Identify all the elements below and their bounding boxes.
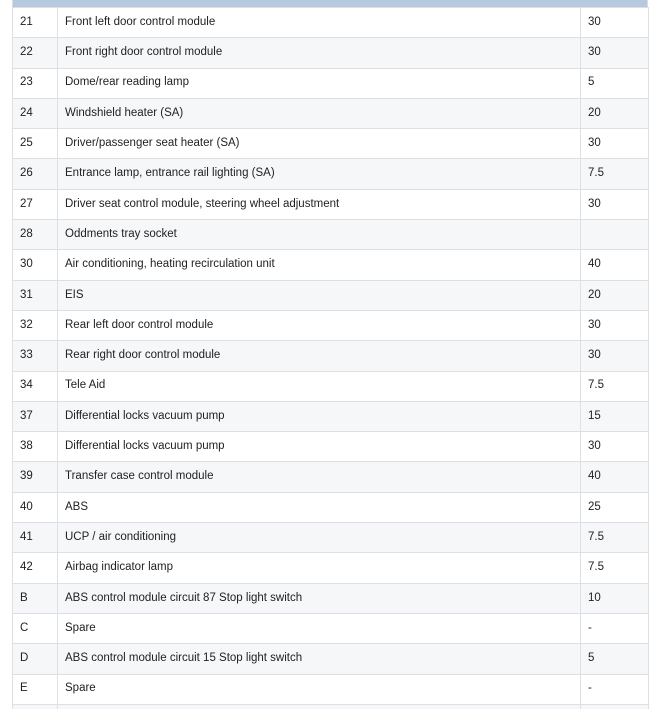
fuse-amperage-cell: 10 xyxy=(581,583,649,613)
fuse-amperage-cell: 30 xyxy=(581,341,649,371)
table-row xyxy=(13,401,649,431)
fuse-function-cell: ABS control module circuit 15 Stop light switch xyxy=(58,644,581,674)
fuse-function-cell: UCP / air conditioning xyxy=(58,523,581,553)
fuse-table-container xyxy=(12,0,648,709)
fuse-number-cell: B xyxy=(13,583,58,613)
table-row xyxy=(13,220,649,250)
fuse-function-cell: Air conditioning, heating recirculation unit xyxy=(58,250,581,280)
fuse-number-cell: 24 xyxy=(13,98,58,128)
table-row xyxy=(13,644,649,674)
fuse-function-cell: Tele Aid xyxy=(58,371,581,401)
fuse-function-cell: Rear left door control module xyxy=(58,310,581,340)
fuse-function-cell: Spare xyxy=(58,674,581,704)
fuse-number-cell: 30 xyxy=(13,250,58,280)
fuse-number-cell: 32 xyxy=(13,310,58,340)
fuse-function-cell: Dome/rear reading lamp xyxy=(58,68,581,98)
fuse-function-cell: Entrance lamp, entrance rail lighting (SA) xyxy=(58,159,581,189)
fuse-number-cell: 42 xyxy=(13,553,58,583)
table-row xyxy=(13,492,649,522)
table-row xyxy=(13,432,649,462)
fuse-amperage-cell xyxy=(581,220,649,250)
fuse-amperage-cell: 20 xyxy=(581,98,649,128)
table-row xyxy=(13,8,649,38)
fuse-number-cell: 39 xyxy=(13,462,58,492)
table-row xyxy=(13,98,649,128)
fuse-number-cell: 40 xyxy=(13,492,58,522)
fuse-amperage-cell: 25 xyxy=(581,492,649,522)
table-row xyxy=(13,583,649,613)
table-row xyxy=(13,674,649,704)
fuse-number-cell: C xyxy=(13,613,58,643)
table-row xyxy=(13,371,649,401)
fuse-amperage-cell: 20 xyxy=(581,280,649,310)
table-row xyxy=(13,38,649,68)
table-row xyxy=(13,250,649,280)
fuse-function-cell: Front left door control module xyxy=(58,8,581,38)
table-row xyxy=(13,553,649,583)
fuse-number-cell: D xyxy=(13,644,58,674)
fuse-amperage-cell: 5 xyxy=(581,68,649,98)
table-row xyxy=(13,68,649,98)
fuse-function-cell: Differential locks vacuum pump xyxy=(58,401,581,431)
fuse-number-cell: 41 xyxy=(13,523,58,553)
fuse-number-cell: 34 xyxy=(13,371,58,401)
fuse-function-cell: ABS xyxy=(58,492,581,522)
table-row xyxy=(13,159,649,189)
fuse-number-cell: 26 xyxy=(13,159,58,189)
fuse-amperage-cell: 30 xyxy=(581,129,649,159)
fuse-number-cell: 33 xyxy=(13,341,58,371)
fuse-amperage-cell: - xyxy=(581,613,649,643)
fuse-number-cell: 27 xyxy=(13,189,58,219)
fuse-amperage-cell: 40 xyxy=(581,250,649,280)
fuse-amperage-cell: 7.5 xyxy=(581,159,649,189)
fuse-table xyxy=(12,7,649,709)
fuse-function-cell: ABS control module circuit 87 Stop light switch xyxy=(58,583,581,613)
fuse-number-cell: 25 xyxy=(13,129,58,159)
fuse-number-cell: 37 xyxy=(13,401,58,431)
table-row xyxy=(13,613,649,643)
fuse-number-cell: E xyxy=(13,674,58,704)
fuse-function-cell xyxy=(58,704,581,709)
fuse-function-cell: Spare xyxy=(58,613,581,643)
table-row xyxy=(13,189,649,219)
fuse-number-cell: 31 xyxy=(13,280,58,310)
table-row xyxy=(13,310,649,340)
table-row xyxy=(13,523,649,553)
fuse-amperage-cell: 40 xyxy=(581,462,649,492)
fuse-function-cell: Driver seat control module, steering wheel adjustment xyxy=(58,189,581,219)
fuse-amperage-cell: 30 xyxy=(581,310,649,340)
fuse-function-cell: Front right door control module xyxy=(58,38,581,68)
fuse-function-cell: Oddments tray socket xyxy=(58,220,581,250)
table-row xyxy=(13,129,649,159)
table-row xyxy=(13,704,649,709)
fuse-function-cell: Driver/passenger seat heater (SA) xyxy=(58,129,581,159)
table-header-strip xyxy=(12,0,648,7)
fuse-amperage-cell: 7.5 xyxy=(581,523,649,553)
fuse-amperage-cell xyxy=(581,704,649,709)
table-row xyxy=(13,280,649,310)
fuse-number-cell: 21 xyxy=(13,8,58,38)
fuse-amperage-cell: 30 xyxy=(581,38,649,68)
fuse-amperage-cell: 7.5 xyxy=(581,371,649,401)
fuse-number-cell: 38 xyxy=(13,432,58,462)
table-row xyxy=(13,462,649,492)
fuse-number-cell: 23 xyxy=(13,68,58,98)
fuse-number-cell: 22 xyxy=(13,38,58,68)
fuse-amperage-cell: - xyxy=(581,674,649,704)
fuse-amperage-cell: 5 xyxy=(581,644,649,674)
fuse-function-cell: Rear right door control module xyxy=(58,341,581,371)
fuse-number-cell: 28 xyxy=(13,220,58,250)
fuse-amperage-cell: 30 xyxy=(581,8,649,38)
fuse-amperage-cell: 7.5 xyxy=(581,553,649,583)
fuse-amperage-cell: 30 xyxy=(581,189,649,219)
fuse-function-cell: Windshield heater (SA) xyxy=(58,98,581,128)
fuse-amperage-cell: 30 xyxy=(581,432,649,462)
fuse-amperage-cell: 15 xyxy=(581,401,649,431)
fuse-number-cell xyxy=(13,704,58,709)
fuse-function-cell: EIS xyxy=(58,280,581,310)
fuse-function-cell: Differential locks vacuum pump xyxy=(58,432,581,462)
fuse-function-cell: Airbag indicator lamp xyxy=(58,553,581,583)
fuse-function-cell: Transfer case control module xyxy=(58,462,581,492)
table-row xyxy=(13,341,649,371)
